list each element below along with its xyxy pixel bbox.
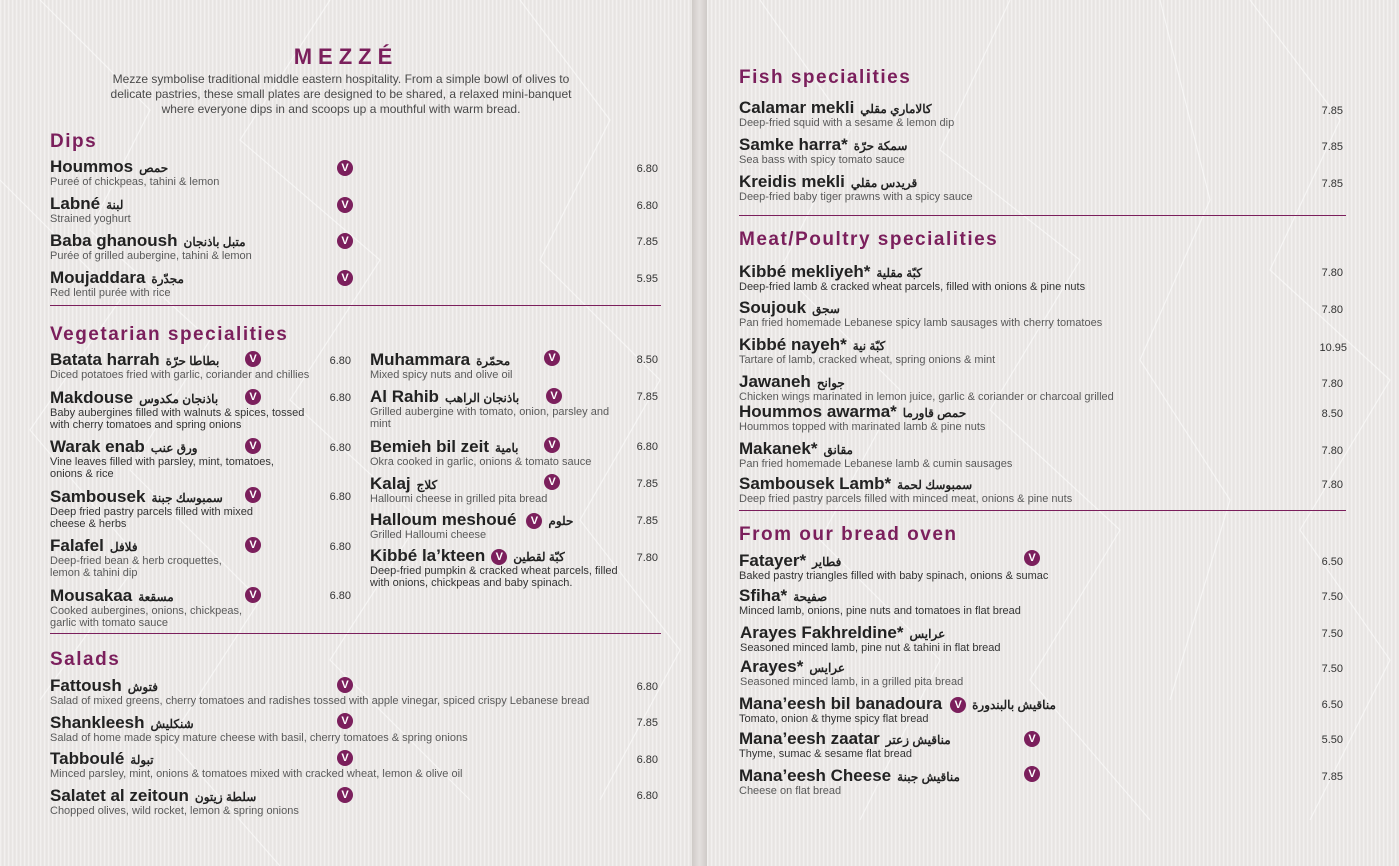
item-name: Samke harra* (739, 135, 848, 154)
item-price: 6.80 (329, 355, 351, 367)
item-name: Labné (50, 194, 101, 213)
item-price: 7.85 (636, 717, 658, 729)
item-arabic-name: سلطة زيتون (194, 790, 257, 804)
menu-item-kreidis-mekli (739, 172, 1059, 203)
menu-item-manaeesh-cheese (739, 766, 1059, 797)
item-name: Kibbé mekliyeh* (739, 262, 871, 281)
item-description: Cheese on flat bread (739, 785, 842, 797)
item-description: Thyme, sumac & sesame flat bread (739, 748, 913, 760)
menu-item-tabboule (50, 749, 463, 780)
menu-item-fattoush (50, 676, 590, 707)
item-price: 5.50 (1321, 734, 1343, 746)
vegetarian-v-icon: V (544, 437, 560, 453)
mezze-title: MEZZÉ (293, 44, 399, 69)
item-description: Vine leaves filled with parsley, mint, tomatoes, onions & rice (50, 456, 274, 480)
item-description: Cooked aubergines, onions, chickpeas, garlic with tomato sauce (50, 605, 243, 629)
item-arabic-name: سمكة حرّة (853, 139, 908, 153)
menu-item-al-rahib (370, 387, 620, 430)
item-arabic-name: سمبوسك لحمة (897, 478, 973, 492)
item-name: Tabboulé (50, 749, 125, 768)
item-price: 7.50 (1321, 663, 1343, 675)
section-title-meat: Meat/Poultry specialities (739, 229, 999, 250)
section-title-dips: Dips (50, 131, 98, 152)
item-name: Hoummos (50, 157, 134, 176)
item-price: 7.85 (636, 391, 658, 403)
item-arabic-name: كبّة مقلية (876, 266, 922, 280)
item-description: Deep-fried squid with a sesame & lemon dip (739, 117, 955, 129)
item-description: Red lentil purée with rice (50, 287, 171, 299)
section-divider (739, 510, 1346, 511)
item-name: Kalaj (370, 474, 411, 493)
item-arabic-name: فلافل (109, 540, 138, 554)
item-arabic-name: تبولة (130, 753, 154, 767)
item-name: Mana’eesh Cheese (739, 766, 892, 785)
item-arabic-name: حمص قاورما (902, 406, 967, 420)
menu-item-arayes-fakhreldine (740, 623, 1060, 654)
item-arabic-name: كبّة نية (852, 339, 886, 353)
menu-item-sambousek-lamb (739, 474, 1073, 505)
item-description: Seasoned minced lamb, pine nut & tahini in flat bread (740, 642, 1001, 654)
item-description: Grilled aubergine with tomato, onion, parsley and mint (370, 406, 610, 430)
item-price: 7.50 (1321, 591, 1343, 603)
menu-item-moujaddara (50, 268, 370, 299)
item-price: 6.80 (329, 491, 351, 503)
menu-item-manaeesh-bil-banadoura (739, 694, 1119, 725)
item-price: 7.85 (636, 515, 658, 527)
vegetarian-v-icon: V (546, 388, 562, 404)
item-arabic-name: سجق (812, 302, 840, 316)
item-price: 7.80 (1321, 445, 1343, 457)
vegetarian-v-icon: V (245, 537, 261, 553)
item-name: Jawaneh (739, 372, 811, 391)
item-price: 5.95 (636, 273, 658, 285)
item-name: Shankleesh (50, 713, 145, 732)
item-arabic-name: عرايس (909, 627, 946, 641)
item-arabic-name: شنكليش (150, 717, 194, 731)
item-name: Arayes Fakhreldine* (740, 623, 904, 642)
menu-item-makdouse (50, 388, 310, 431)
section-divider (50, 633, 661, 634)
item-name: Kibbé la’kteen (370, 546, 486, 565)
item-description: Deep fried pastry parcels filled with mixed cheese & herbs (50, 506, 253, 530)
mezze-intro: Mezze symbolise traditional middle eastern hospitality. From a simple bowl of olives to delicate pastries, these small plates are designed to be shared, a relaxed mini-banquet where everyone dips in and scoops up a mouthful with warm bread. (110, 72, 572, 116)
item-arabic-name: باذنجان مكدوس (139, 392, 219, 406)
section-divider (50, 305, 661, 306)
menu-item-kibbe-mekliyeh (739, 262, 1086, 293)
menu-item-salatet-al-zeitoun (50, 786, 370, 817)
item-name: Hoummos awarma* (739, 402, 897, 421)
section-title-salads: Salads (50, 649, 121, 670)
menu-item-jawaneh (739, 372, 1114, 403)
section-title-fish: Fish specialities (739, 67, 912, 88)
item-arabic-name: صفيحة (793, 590, 828, 604)
vegetarian-v-icon: V (245, 587, 261, 603)
item-price: 7.50 (1321, 628, 1343, 640)
item-name: Kibbé nayeh* (739, 335, 847, 354)
item-price: 8.50 (1321, 408, 1343, 420)
item-description: Tartare of lamb, cracked wheat, spring onions & mint (739, 354, 996, 366)
item-description: Deep-fried bean & herb croquettes, lemon & tahini dip (50, 555, 222, 579)
item-arabic-name: ورق عنب (150, 441, 198, 455)
menu-item-shankleesh (50, 713, 468, 744)
vegetarian-v-icon: V (1024, 550, 1040, 566)
item-description: Deep-fried baby tiger prawns with a spicy sauce (739, 191, 973, 203)
item-description: Deep fried pastry parcels filled with minced meat, onions & pine nuts (739, 493, 1073, 505)
item-arabic-name: كلاج (416, 478, 438, 492)
item-price: 6.50 (1321, 556, 1343, 568)
item-name: Al Rahib (370, 387, 439, 406)
item-arabic-name: مقانق (823, 443, 853, 457)
item-price: 6.80 (636, 790, 658, 802)
menu-item-hoummos-awarma (739, 402, 1059, 433)
item-description: Sea bass with spicy tomato sauce (739, 154, 905, 166)
item-price: 7.80 (1321, 479, 1343, 491)
item-price: 7.85 (636, 478, 658, 490)
item-name: Sambousek Lamb* (739, 474, 892, 493)
vegetarian-v-icon: V (245, 438, 261, 454)
vegetarian-v-icon: V (245, 351, 261, 367)
item-description: Minced lamb, onions, pine nuts and tomatoes in flat bread (739, 605, 1021, 617)
item-price: 7.85 (1321, 178, 1343, 190)
vegetarian-v-icon: V (337, 750, 353, 766)
item-arabic-name: باذنجان الراهب (444, 391, 520, 405)
item-description: Pan fried homemade Lebanese spicy lamb sausages with cherry tomatoes (739, 317, 1103, 329)
item-name: Fatayer* (739, 551, 807, 570)
section-title-vegetarian: Vegetarian specialities (50, 324, 289, 345)
vegetarian-v-icon: V (337, 160, 353, 176)
vegetarian-v-icon: V (245, 487, 261, 503)
menu-item-kibbe-nayeh (739, 335, 1059, 366)
item-arabic-name: مناقيش زعتر (885, 733, 951, 747)
item-price: 6.80 (329, 392, 351, 404)
item-description: Deep-fried pumpkin & cracked wheat parcels, filled with onions, chickpeas and baby spinach. (370, 565, 618, 589)
vegetarian-v-icon: V (337, 233, 353, 249)
section-divider (739, 215, 1346, 216)
menu-item-falafel (50, 536, 250, 579)
item-name: Fattoush (50, 676, 122, 695)
item-description: Salad of mixed greens, cherry tomatoes and radishes tossed with apple vinegar, spiced crispy Lebanese bread (50, 695, 590, 707)
item-description: Baked pastry triangles filled with baby spinach, onions & sumac (739, 570, 1049, 582)
item-price: 7.85 (1321, 771, 1343, 783)
vegetarian-v-icon: V (950, 697, 966, 713)
item-name: Baba ghanoush (50, 231, 178, 250)
item-price: 6.80 (636, 163, 658, 175)
item-description: Baby aubergines filled with walnuts & spices, tossed with cherry tomatoes and spring onions (50, 407, 305, 431)
item-price: 6.80 (329, 442, 351, 454)
menu-item-arayes (740, 657, 1060, 688)
vegetarian-v-icon: V (337, 677, 353, 693)
item-arabic-name: محمّرة (476, 354, 511, 368)
item-price: 7.80 (1321, 378, 1343, 390)
item-name: Salatet al zeitoun (50, 786, 189, 805)
item-description: Chicken wings marinated in lemon juice, garlic & coriander or charcoal grilled (739, 391, 1114, 403)
item-arabic-name: مسقعة (138, 590, 174, 604)
item-price: 7.80 (636, 552, 658, 564)
item-name: Makanek* (739, 439, 818, 458)
item-price: 6.80 (329, 541, 351, 553)
vegetarian-v-icon: V (337, 787, 353, 803)
item-price: 7.85 (1321, 105, 1343, 117)
item-description: Purée of grilled aubergine, tahini & lemon (50, 250, 252, 262)
item-description: Pureé of chickpeas, tahini & lemon (50, 176, 220, 188)
menu-item-soujouk (739, 298, 1103, 329)
item-description: Strained yoghurt (50, 213, 131, 225)
item-price: 7.85 (636, 236, 658, 248)
menu-item-hoummos (50, 157, 370, 188)
item-name: Kreidis mekli (739, 172, 845, 191)
vegetarian-v-icon: V (544, 474, 560, 490)
item-description: Tomato, onion & thyme spicy flat bread (739, 713, 929, 725)
item-arabic-name: لبنة (106, 198, 124, 212)
item-description: Diced potatoes fried with garlic, coriander and chillies (50, 369, 310, 381)
item-arabic-name: سمبوسك جبنة (151, 491, 223, 505)
item-name: Sambousek (50, 487, 146, 506)
menu-item-mousakaa (50, 586, 250, 629)
item-name: Arayes* (740, 657, 804, 676)
item-arabic-name: مناقيش بالبندورة (972, 698, 1056, 712)
item-name: Muhammara (370, 350, 471, 369)
page-fold (692, 0, 707, 866)
item-description: Minced parsley, mint, onions & tomatoes mixed with cracked wheat, lemon & olive oil (50, 768, 463, 780)
item-description: Halloumi cheese in grilled pita bread (370, 493, 548, 505)
item-arabic-name: فتوش (127, 680, 158, 694)
item-name: Mana’eesh zaatar (739, 729, 880, 748)
item-name: Soujouk (739, 298, 807, 317)
vegetarian-v-icon: V (245, 389, 261, 405)
item-arabic-name: حلوم (548, 514, 574, 528)
item-name: Makdouse (50, 388, 134, 407)
vegetarian-v-icon: V (544, 350, 560, 366)
vegetarian-v-icon: V (337, 270, 353, 286)
vegetarian-v-icon: V (1024, 731, 1040, 747)
item-arabic-name: فطاير (812, 555, 842, 569)
item-description: Mixed spicy nuts and olive oil (370, 369, 513, 381)
item-arabic-name: مناقيش جبنة (897, 770, 960, 784)
item-price: 8.50 (636, 354, 658, 366)
item-name: Bemieh bil zeit (370, 437, 490, 456)
vegetarian-v-icon: V (337, 713, 353, 729)
menu-item-labne (50, 194, 370, 225)
item-name: Halloum meshoué (370, 510, 517, 529)
item-price: 10.95 (1319, 342, 1347, 354)
item-arabic-name: كبّة لقطين (513, 550, 565, 564)
menu-item-makanek (739, 439, 1059, 470)
item-arabic-name: بطاطا حرّة (165, 354, 220, 368)
item-price: 7.85 (1321, 141, 1343, 153)
item-name: Sfiha* (739, 586, 788, 605)
menu-item-sfiha (739, 586, 1059, 617)
item-arabic-name: قريدس مقلي (850, 176, 918, 190)
item-arabic-name: متبل باذنجان (183, 235, 246, 249)
item-price: 6.50 (1321, 699, 1343, 711)
vegetarian-v-icon: V (526, 513, 542, 529)
item-name: Mana’eesh bil banadoura (739, 694, 943, 713)
menu-item-samke-harra (739, 135, 1059, 166)
section-title-bread: From our bread oven (739, 524, 958, 545)
menu-item-fatayer (739, 551, 1059, 582)
item-price: 6.80 (636, 681, 658, 693)
item-price: 7.80 (1321, 304, 1343, 316)
menu-item-calamar-mekli (739, 98, 1059, 129)
item-name: Batata harrah (50, 350, 160, 369)
item-description: Pan fried homemade Lebanese lamb & cumin sausages (739, 458, 1013, 470)
item-price: 7.80 (1321, 267, 1343, 279)
item-price: 6.80 (636, 441, 658, 453)
menu-item-baba-ghanoush (50, 231, 370, 262)
item-description: Salad of home made spicy mature cheese with basil, cherry tomatoes & spring onions (50, 732, 468, 744)
item-arabic-name: جوانح (816, 376, 845, 390)
item-arabic-name: بامية (495, 441, 519, 455)
vegetarian-v-icon: V (337, 197, 353, 213)
item-price: 6.80 (636, 200, 658, 212)
item-name: Moujaddara (50, 268, 146, 287)
item-price: 6.80 (329, 590, 351, 602)
item-description: Grilled Halloumi cheese (370, 529, 487, 541)
item-description: Hoummos topped with marinated lamb & pine nuts (739, 421, 986, 433)
menu-item-kibbe-lakteen (370, 546, 630, 589)
vegetarian-v-icon: V (1024, 766, 1040, 782)
item-name: Warak enab (50, 437, 145, 456)
item-price: 6.80 (636, 754, 658, 766)
item-description: Deep-fried lamb & cracked wheat parcels, filled with onions & pine nuts (739, 281, 1086, 293)
vegetarian-v-icon: V (491, 549, 507, 565)
item-arabic-name: حمص (139, 161, 169, 175)
item-name: Falafel (50, 536, 104, 555)
item-arabic-name: عرايس (809, 661, 846, 675)
item-description: Okra cooked in garlic, onions & tomato sauce (370, 456, 592, 468)
item-name: Calamar mekli (739, 98, 855, 117)
menu-item-manaeesh-zaatar (739, 729, 1059, 760)
item-name: Mousakaa (50, 586, 133, 605)
item-description: Chopped olives, wild rocket, lemon & spring onions (50, 805, 299, 817)
item-description: Seasoned minced lamb, in a grilled pita bread (740, 676, 964, 688)
item-arabic-name: كالاماري مقلي (860, 102, 932, 116)
item-arabic-name: مجدّرة (151, 272, 184, 286)
